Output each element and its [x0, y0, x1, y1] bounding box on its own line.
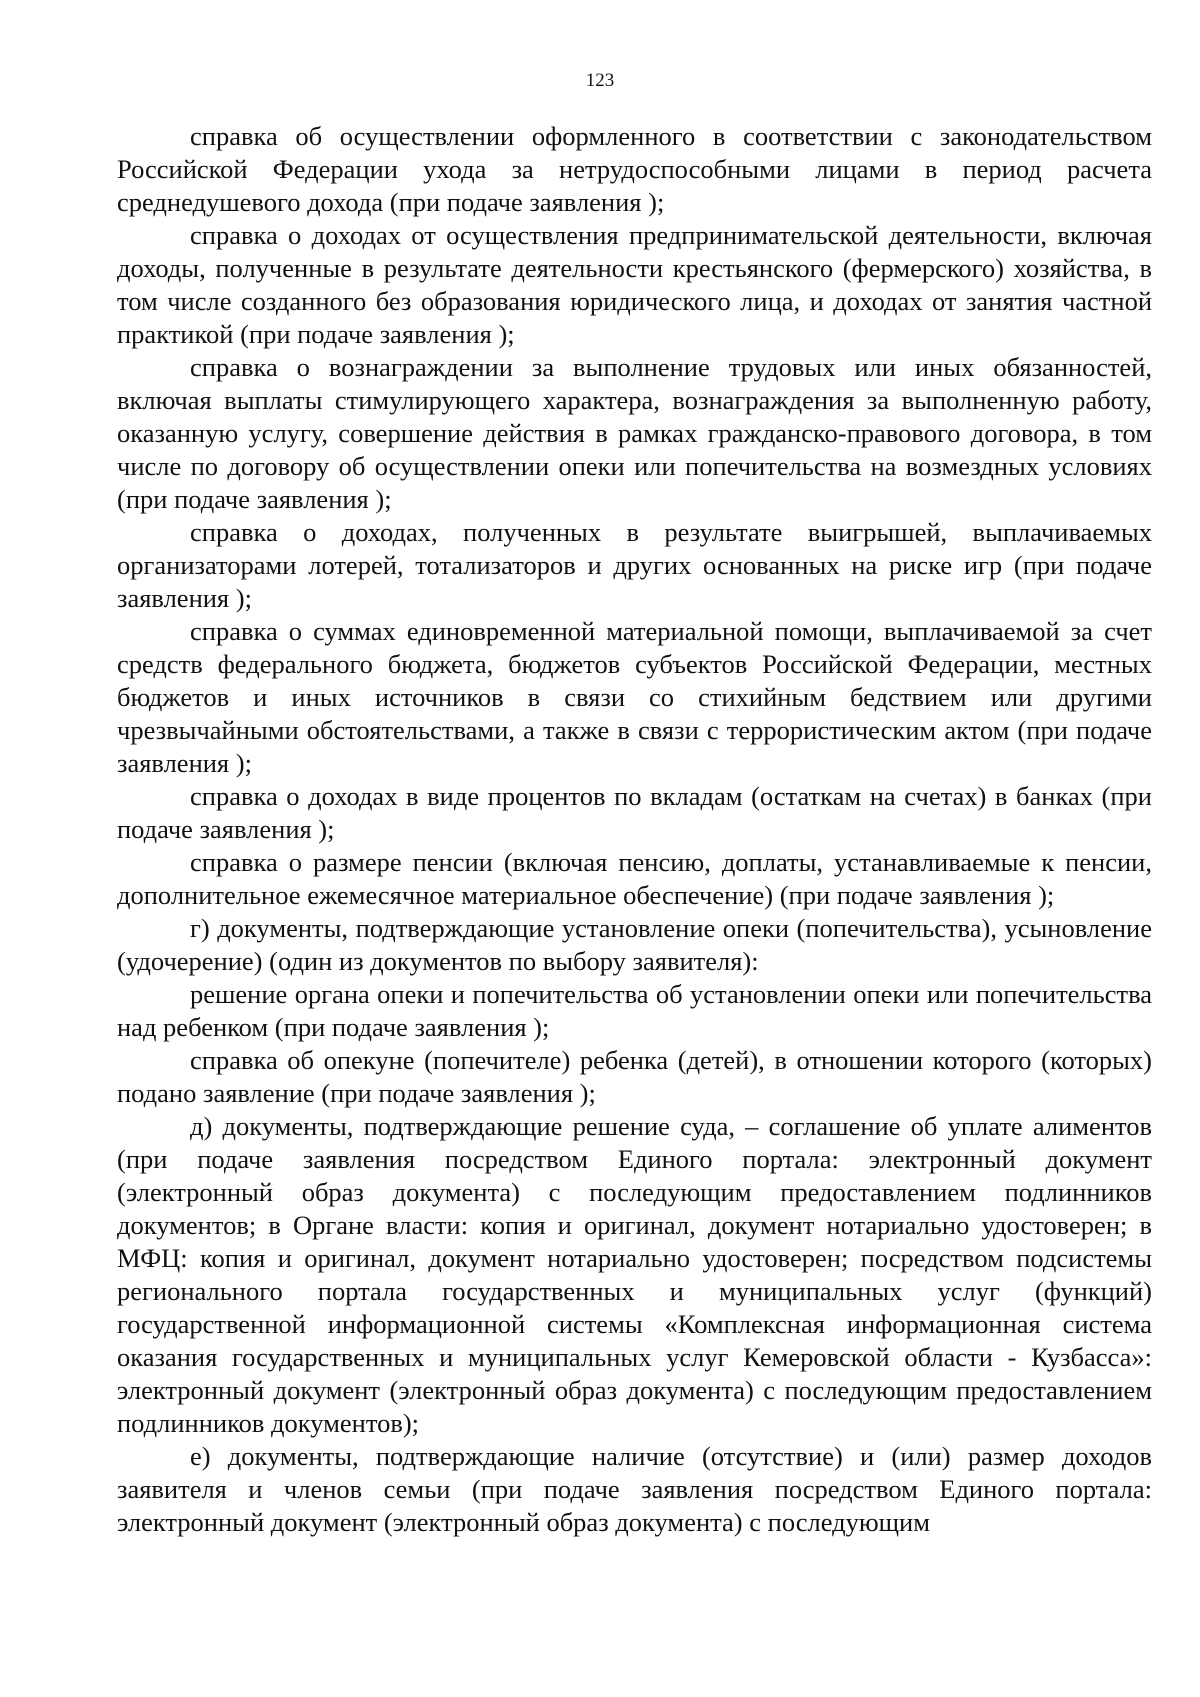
- paragraph-court-decision: д) документы, подтверждающие решение суда, – соглашение об уплате алиментов (при подаче заявления посредством Единого портала: электронный документ (электронный образ документа) с последующим предоставлением подлинников документов; в Органе власти: копия и оригинал, документ нотариально удостоверен; в МФЦ: копия и оригинал, документ нотариально удостоверен; посредством подсистемы регионального портала государственных и муниципальных услуг (функций) государственной информационной системы «Комплексная информационная система оказания государственных и муниципальных услуг Кемеровской области - Кузбасса»: электронный документ (электронный образ документа) с последующим предоставлением подлинников документов);: [117, 1111, 1152, 1438]
- paragraph-material-aid: справка о суммах единовременной материальной помощи, выплачиваемой за счет средств федерального бюджета, бюджетов субъектов Российской Федерации, местных бюджетов и иных источников в связи со стихийным бедствием или другими чрезвычайными обстоятельствами, а также в связи с террористическим актом (при подаче заявления );: [117, 616, 1152, 778]
- paragraph-business-income: справка о доходах от осуществления предпринимательской деятельности, включая доходы, полученные в результате деятельности крестьянского (фермерского) хозяйства, в том числе созданного без образования юридического лица, и доходах от занятия частной практикой (при подаче заявления );: [117, 220, 1152, 349]
- paragraph-guardianship-documents: г) документы, подтверждающие установление опеки (попечительства), усыновление (удочерение) (один из документов по выбору заявителя):: [117, 913, 1152, 976]
- paragraph-guardianship-decision: решение органа опеки и попечительства об установлении опеки или попечительства над ребенком (при подаче заявления );: [117, 979, 1152, 1042]
- paragraph-bank-interest: справка о доходах в виде процентов по вкладам (остаткам на счетах) в банках (при подаче заявления );: [117, 781, 1152, 844]
- paragraph-pension: справка о размере пенсии (включая пенсию, доплаты, устанавливаемые к пенсии, дополнительное ежемесячное материальное обеспечение) (при подаче заявления );: [117, 847, 1152, 910]
- page-number: 123: [585, 70, 615, 91]
- paragraph-care-certificate: справка об осуществлении оформленного в соответствии с законодательством Российской Федерации ухода за нетрудоспособными лицами в период расчета среднедушевого дохода (при подаче заявления );: [117, 121, 1152, 217]
- paragraph-income-documents: е) документы, подтверждающие наличие (отсутствие) и (или) размер доходов заявителя и членов семьи (при подаче заявления посредством Единого портала: электронный документ (электронный образ документа) с последующим: [117, 1441, 1152, 1537]
- paragraph-lottery-winnings: справка о доходах, полученных в результате выигрышей, выплачиваемых организаторами лотерей, тотализаторов и других основанных на риске игр (при подаче заявления );: [117, 517, 1152, 613]
- paragraph-guardian-certificate: справка об опекуне (попечителе) ребенка (детей), в отношении которого (которых) подано заявление (при подаче заявления );: [117, 1045, 1152, 1108]
- document-body: [117, 120, 1152, 1539]
- paragraph-remuneration: справка о вознаграждении за выполнение трудовых или иных обязанностей, включая выплаты стимулирующего характера, вознаграждения за выполненную работу, оказанную услугу, совершение действия в рамках гражданско-правового договора, в том числе по договору об осуществлении опеки или попечительства на возмездных условиях (при подаче заявления );: [117, 352, 1152, 514]
